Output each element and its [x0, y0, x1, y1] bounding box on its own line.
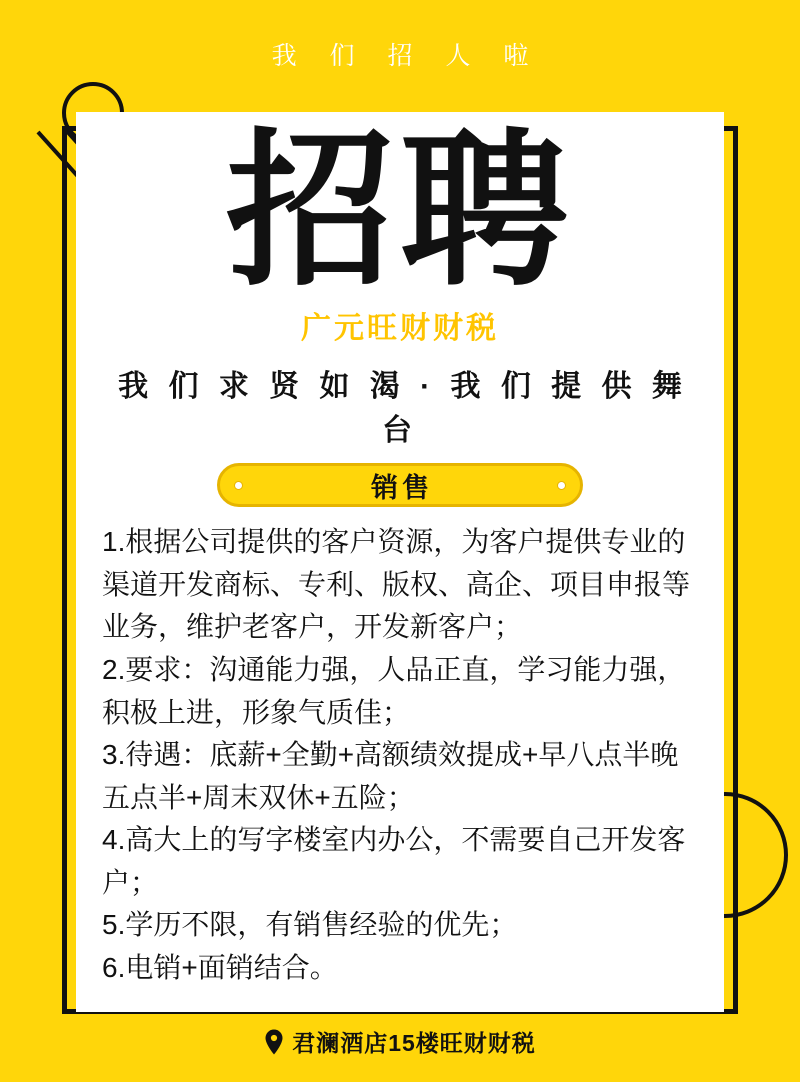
badge-dot-right [557, 481, 566, 490]
position-badge [217, 463, 583, 507]
badge-dot-left [234, 481, 243, 490]
list-item: 2.要求：沟通能力强，人品正直，学习能力强，积极上进，形象气质佳； [102, 654, 686, 728]
content-card [76, 112, 724, 1012]
list-item: 6.电销+面销结合。 [102, 951, 338, 983]
slogan-text: 我 们 求 贤 如 渴 · 我 们 提 供 舞 台 [118, 370, 688, 448]
list-item: 5.学历不限，有销售经验的优先； [102, 909, 518, 941]
page-title: 招聘 [226, 113, 574, 309]
list-item: 4.高大上的写字楼室内办公，不需要自己开发客户； [102, 824, 686, 898]
header-tagline: 我 们 招 人 啦 [271, 42, 542, 70]
list-item: 1.根据公司提供的客户资源，为客户提供专业的渠道开发商标、专利、版权、高企、项目申报等业务，维护老客户，开发新客户； [102, 526, 691, 643]
map-pin-icon [264, 1029, 284, 1055]
footer-address-bar [0, 1025, 800, 1058]
footer-address-text: 君澜酒店15楼旺财财税 [292, 1030, 536, 1056]
job-description-list [98, 521, 702, 989]
brand-name: 广元旺财财税 [301, 312, 499, 346]
position-badge-label: 销售 [371, 472, 433, 503]
list-item: 3.待遇：底薪+全勤+高额绩效提成+早八点半晚五点半+周末双休+五险； [102, 739, 679, 813]
